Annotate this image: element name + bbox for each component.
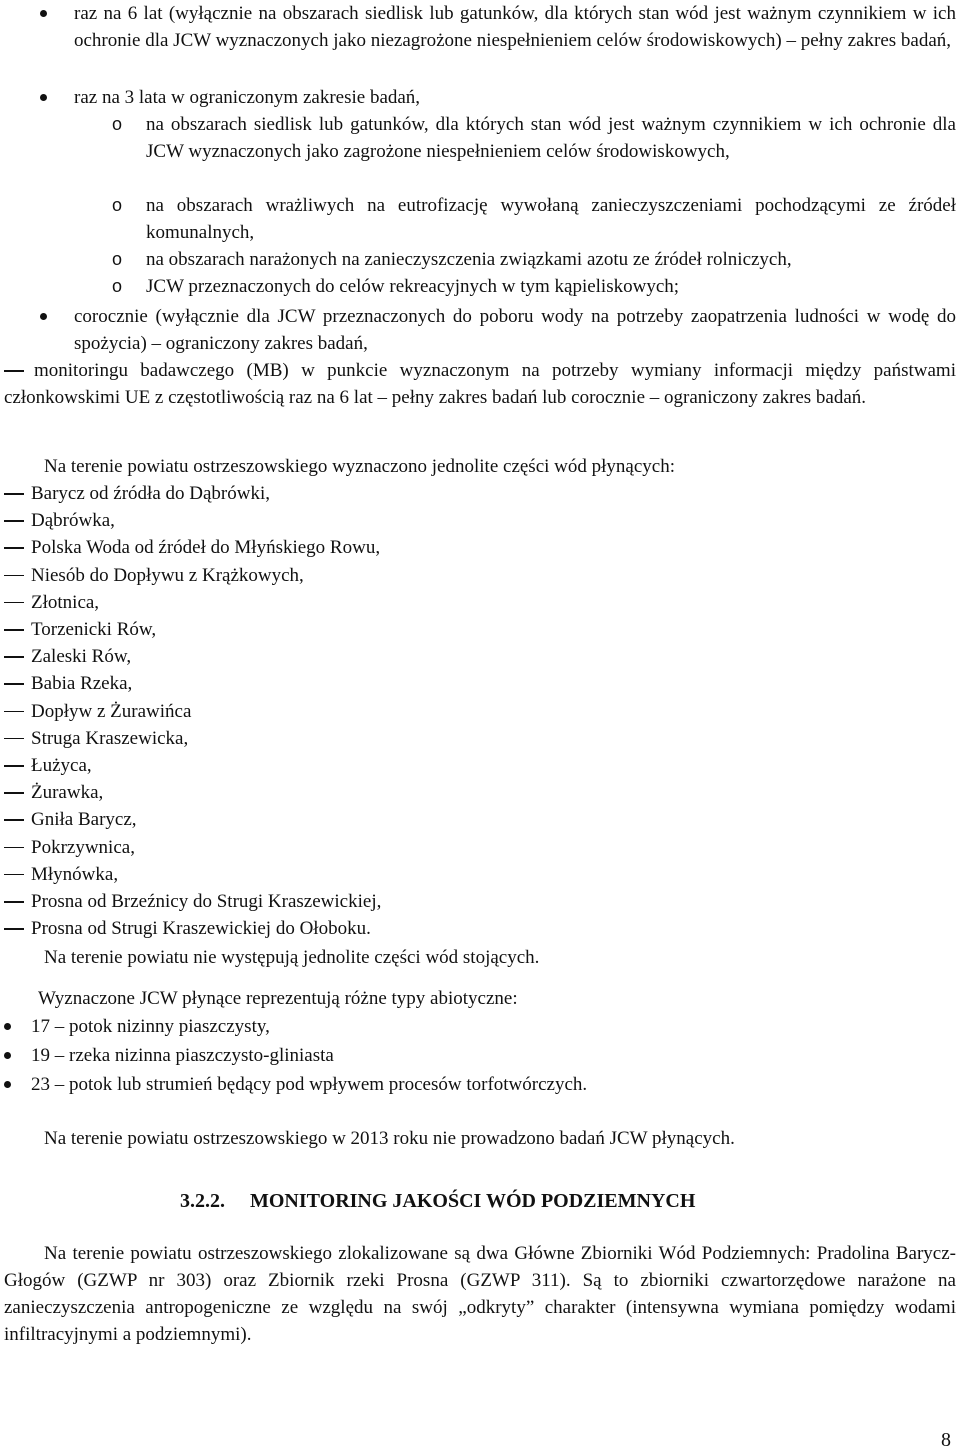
dash-icon — [4, 792, 24, 794]
river-name: Prosna od Strugi Kraszewickiej do Ołoboku. — [31, 918, 371, 940]
list-item-text: 17 – potok nizinny piaszczysty, — [31, 1016, 270, 1037]
dash-icon — [4, 928, 24, 930]
circle-bullet-icon: o — [112, 195, 123, 215]
dash-icon — [4, 520, 24, 522]
paragraph: Na terenie powiatu ostrzeszowskiego zlokalizowane są dwa Główne Zbiorniki Wód Podziemnych: Pradolina Barycz-Głogów (GZWP nr 303) oraz Zbiornik rzeki Prosna (GZWP 311). Są to zbiorniki czwartorzędowe narażone na zanieczyszczenia antropogeniczne ze względu na swój „odkryty” charakter (intensywna wymiana pomiędzy wodami infiltracyjnymi a podziemnymi). — [4, 1243, 956, 1345]
dash-icon — [4, 711, 24, 713]
list-item-text: JCW przeznaczonych do celów rekreacyjnych w tym kąpieliskowych; — [146, 276, 680, 297]
circle-bullet-icon: o — [112, 114, 123, 134]
river-name: Żurawka, — [31, 782, 104, 804]
circle-bullet-icon: o — [112, 276, 123, 296]
list-item-text: raz na 3 lata w ograniczonym zakresie badań, — [74, 87, 421, 108]
list-item-text: 19 – rzeka nizinna piaszczysto-gliniasta — [31, 1045, 334, 1066]
dash-icon — [4, 602, 24, 604]
bullet-icon — [40, 10, 47, 17]
paragraph: Na terenie powiatu ostrzeszowskiego w 2013 roku nie prowadzono badań JCW płynących. — [44, 1128, 735, 1149]
list-item-text: na obszarach wrażliwych na eutrofizację wywołaną zanieczyszczeniami pochodzącymi ze źródeł komunalnych, — [146, 195, 956, 243]
list-item-text: monitoringu badawczego (MB) w punkcie wyznaczonym na potrzeby wymiany informacji między państwami członkowskimi UE z częstotliwością raz na 6 lat – pełny zakres badań lub corocznie – ograniczony zakres badań. — [4, 360, 956, 408]
dash-icon — [4, 493, 24, 495]
list-item-text: corocznie (wyłącznie dla JCW przeznaczonych do poboru wody na potrzeby zaopatrzenia ludności w wodę do spożycia) – ograniczony zakres badań, — [74, 306, 956, 354]
river-name: Dopływ z Żurawińca — [31, 700, 192, 722]
dash-icon — [4, 738, 24, 740]
paragraph: Wyznaczone JCW płynące reprezentują różne typy abiotyczne: — [38, 988, 518, 1009]
paragraph: Na terenie powiatu ostrzeszowskiego wyznaczono jednolite części wód płynących: — [44, 456, 675, 477]
river-name: Struga Kraszewicka, — [31, 727, 189, 749]
river-name: Pokrzywnica, — [31, 836, 135, 858]
bullet-icon — [4, 1052, 11, 1059]
river-name: Babia Rzeka, — [31, 673, 133, 695]
river-name: Dąbrówka, — [31, 510, 115, 532]
river-name: Torzenicki Rów, — [31, 619, 157, 640]
bullet-icon — [4, 1023, 11, 1030]
dash-icon — [4, 901, 24, 903]
circle-bullet-icon: o — [112, 249, 123, 269]
river-name: Złotnica, — [31, 591, 100, 613]
list-item-text: na obszarach narażonych na zanieczyszczenia związkami azotu ze źródeł rolniczych, — [146, 249, 792, 270]
page-number: 8 — [941, 1429, 951, 1451]
list-item-text: 23 – potok lub strumień będący pod wpływem procesów torfotwórczych. — [31, 1074, 588, 1095]
dash-icon — [4, 819, 24, 821]
section-number: 3.2.2. — [180, 1190, 225, 1212]
bullet-icon — [4, 1081, 11, 1088]
river-name: Polska Woda od źródeł do Młyńskiego Rowu, — [31, 537, 381, 559]
section-title: MONITORING JAKOŚCI WÓD PODZIEMNYCH — [250, 1190, 696, 1212]
river-name: Łużyca, — [31, 755, 92, 776]
dash-icon — [4, 629, 24, 631]
river-name: Młynówka, — [31, 863, 119, 885]
dash-icon — [4, 847, 24, 849]
dash-icon — [4, 575, 24, 577]
dash-icon — [4, 656, 24, 658]
dash-icon — [4, 765, 24, 767]
dash-icon — [4, 547, 24, 549]
river-name: Gniła Barycz, — [31, 809, 137, 831]
list-item-text: na obszarach siedlisk lub gatunków, dla których stan wód jest ważnym czynnikiem w ich ochronie dla JCW wyznaczonych jako zagrożone niespełnieniem celów środowiskowych, — [146, 114, 956, 162]
river-name: Zaleski Rów, — [31, 646, 132, 668]
list-item-text: raz na 6 lat (wyłącznie na obszarach siedlisk lub gatunków, dla których stan wód jest ważnym czynnikiem w ich ochronie dla JCW wyznaczonych jako niezagrożone niespełnieniem celów środowiskowych) – pełny zakres badań, — [74, 3, 956, 51]
river-name: Prosna od Brzeźnicy do Strugi Kraszewickiej, — [31, 891, 382, 912]
bullet-icon — [40, 94, 47, 101]
dash-icon — [4, 683, 24, 685]
river-name: Niesób do Dopływu z Krążkowych, — [31, 564, 304, 586]
dash-icon — [4, 874, 24, 876]
section-heading — [180, 1187, 695, 1215]
river-name: Barycz od źródła do Dąbrówki, — [31, 483, 271, 504]
paragraph: Na terenie powiatu nie występują jednolite części wód stojących. — [44, 947, 540, 968]
bullet-icon — [40, 313, 47, 320]
